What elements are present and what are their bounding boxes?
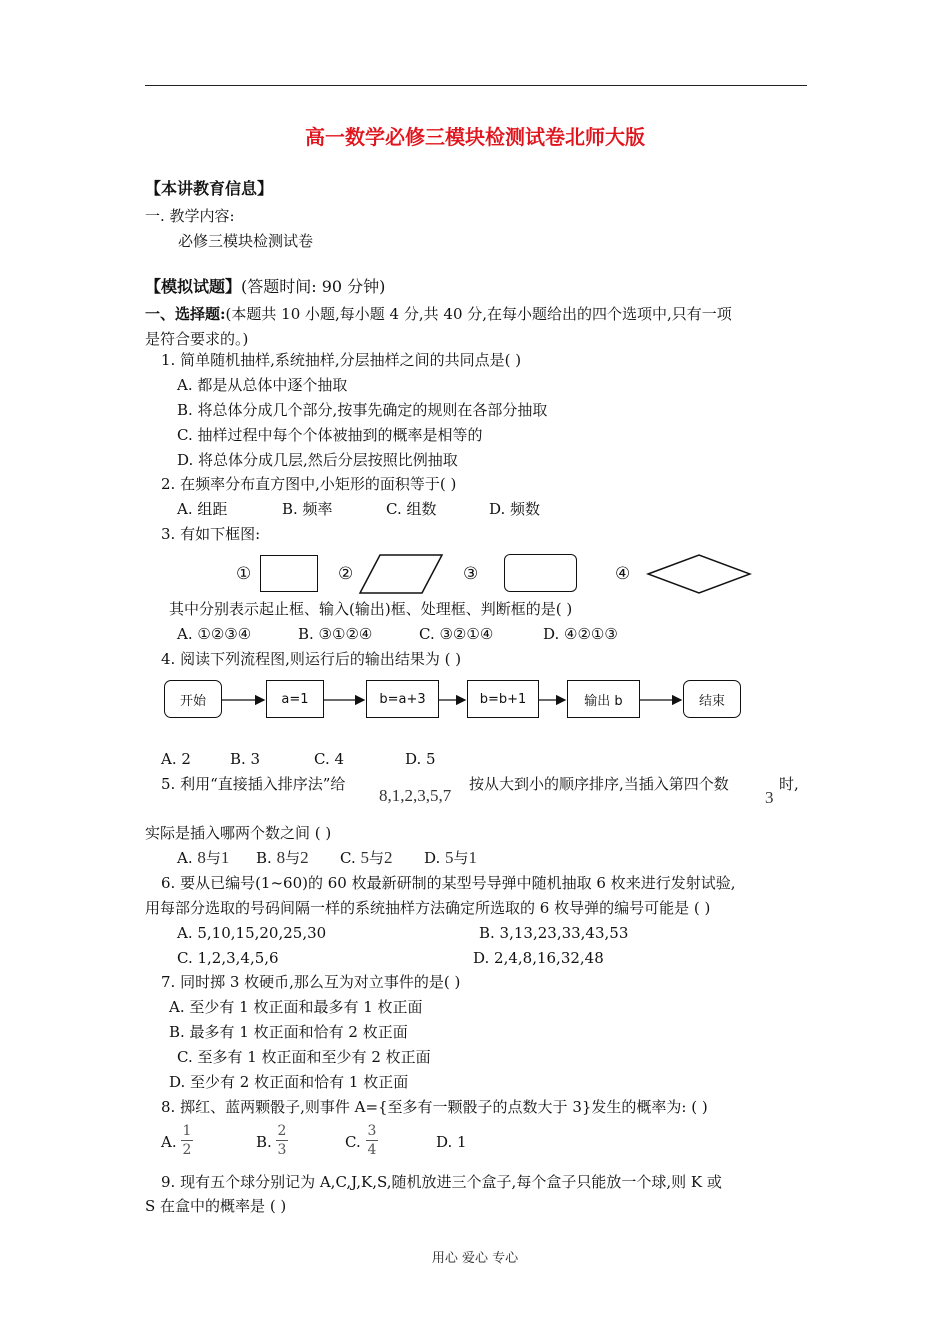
q5-c-mid: 与 xyxy=(368,849,384,867)
q8-c-fraction xyxy=(366,1123,378,1158)
q1-option-b: B. 将总体分成几个部分,按事先确定的规则在各部分抽取 xyxy=(177,401,548,419)
q5-option-b xyxy=(256,848,309,868)
q1-option-d: D. 将总体分成几层,然后分层按照比例抽取 xyxy=(177,451,458,469)
mock-header-line xyxy=(145,277,385,297)
q2-option-c: C. 组数 xyxy=(386,500,437,518)
q5-option-c xyxy=(340,848,393,868)
info-header: 【本讲教育信息】 xyxy=(145,179,274,198)
q7-stem: 7. 同时掷 3 枚硬币,那么互为对立事件的是( ) xyxy=(161,973,461,991)
q3-option-d: D. ④②①③ xyxy=(543,625,618,643)
q8-option-d: D. 1 xyxy=(436,1133,467,1151)
q6-option-b: B. 3,13,23,33,43,53 xyxy=(479,924,629,942)
q8-c-label: C. xyxy=(345,1133,361,1151)
q3-label-1: ① xyxy=(236,564,252,584)
q5-c-x: 5 xyxy=(360,848,369,867)
q5-stem-post: 时, xyxy=(779,775,799,793)
q5-line2: 实际是插入哪两个数之间 ( ) xyxy=(145,824,332,842)
q5-c-label: C. xyxy=(340,849,361,867)
q4-option-d: D. 5 xyxy=(405,750,436,768)
q2-option-b: B. 频率 xyxy=(282,500,333,518)
q7-option-a: A. 至少有 1 枚正面和最多有 1 枚正面 xyxy=(169,998,423,1016)
q6-line2: 用每部分选取的号码间隔一样的系统抽样方法确定所选取的 6 枚导弹的编号可能是 ( ) xyxy=(145,899,711,917)
q8-a-label: A. xyxy=(161,1133,177,1151)
flow-step-b: b=a+3 xyxy=(366,680,439,718)
q1-option-c: C. 抽样过程中每个个体被抽到的概率是相等的 xyxy=(177,426,483,444)
q5-stem-mid: 按从大到小的顺序排序,当插入第四个数 xyxy=(469,775,729,793)
q8-a-denominator: 2 xyxy=(182,1142,192,1158)
content-label: 一. 教学内容: xyxy=(145,207,235,225)
terminal-box-shape xyxy=(260,555,318,592)
q5-b-mid: 与 xyxy=(285,849,301,867)
q5-d-x: 5 xyxy=(445,848,454,867)
mock-header: 【模拟试题】 xyxy=(145,277,242,296)
section1-line1 xyxy=(145,304,732,324)
q3-question: 其中分别表示起止框、输入(输出)框、处理框、判断框的是( ) xyxy=(169,600,573,618)
q2-option-a: A. 组距 xyxy=(177,500,228,518)
q5-b-y: 2 xyxy=(300,848,309,867)
q9-line1: 9. 现有五个球分别记为 A,C,J,K,S,随机放进三个盒子,每个盒子只能放一个球,则 K 或 xyxy=(161,1173,722,1191)
q8-a-numerator: 1 xyxy=(182,1123,192,1139)
q6-line1: 6. 要从已编号(1~60)的 60 枚最新研制的某型号导弹中随机抽取 6 枚来进行发射试验, xyxy=(161,874,736,892)
content-text: 必修三模块检测试卷 xyxy=(178,232,314,250)
q8-a-fraction xyxy=(181,1123,193,1158)
q3-label-2: ② xyxy=(338,564,354,584)
q5-c-y: 2 xyxy=(384,848,393,867)
q8-b-numerator: 2 xyxy=(277,1123,287,1139)
q3-stem: 3. 有如下框图: xyxy=(161,525,261,543)
q9-line2: S 在盒中的概率是 ( ) xyxy=(145,1197,287,1215)
parallelogram-shape xyxy=(358,553,444,595)
q4-stem: 4. 阅读下列流程图,则运行后的输出结果为 ( ) xyxy=(161,650,462,668)
section1-desc-line2: 是符合要求的。) xyxy=(145,330,249,348)
section1-desc: (本题共 10 小题,每小题 4 分,共 40 分,在每小题给出的四个选项中,只有一项 xyxy=(225,305,732,323)
q2-stem: 2. 在频率分布直方图中,小矩形的面积等于( ) xyxy=(161,475,457,493)
q6-option-d: D. 2,4,8,16,32,48 xyxy=(473,949,604,967)
flow-start: 开始 xyxy=(164,680,222,718)
q7-option-b: B. 最多有 1 枚正面和恰有 2 枚正面 xyxy=(169,1023,408,1041)
header-rule xyxy=(145,85,807,86)
q5-b-label: B. xyxy=(256,849,277,867)
q8-b-denominator: 3 xyxy=(277,1142,287,1158)
q5-a-label: A. xyxy=(177,849,198,867)
q7-option-c: C. 至多有 1 枚正面和至少有 2 枚正面 xyxy=(177,1048,431,1066)
flow-step-c: b=b+1 xyxy=(467,680,539,718)
q4-option-c: C. 4 xyxy=(314,750,345,768)
q3-option-a: A. ①②③④ xyxy=(177,625,252,643)
rounded-box-shape xyxy=(504,554,577,592)
q8-b-fraction xyxy=(276,1123,288,1158)
q7-option-d: D. 至少有 2 枚正面和恰有 1 枚正面 xyxy=(169,1073,409,1091)
q5-d-mid: 与 xyxy=(453,849,469,867)
q8-stem: 8. 掷红、蓝两颗骰子,则事件 A={至多有一颗骰子的点数大于 3}发生的概率为: ( ) xyxy=(161,1098,708,1116)
mock-time: (答题时间: 90 分钟) xyxy=(241,277,386,296)
flow-end: 结束 xyxy=(683,680,741,718)
diamond-shape xyxy=(646,553,752,595)
q5-option-d xyxy=(424,848,477,868)
q5-option-a xyxy=(177,848,229,868)
q8-c-denominator: 4 xyxy=(367,1142,377,1158)
q5-d-y: 1 xyxy=(468,848,478,867)
q6-option-c: C. 1,2,3,4,5,6 xyxy=(177,949,279,967)
page-title: 高一数学必修三模块检测试卷北师大版 xyxy=(305,125,645,149)
q1-stem: 1. 简单随机抽样,系统抽样,分层抽样之间的共同点是( ) xyxy=(161,351,522,369)
q4-option-a: A. 2 xyxy=(161,750,191,768)
q5-sequence: 8,1,2,3,5,7 xyxy=(379,786,452,805)
q2-option-d: D. 频数 xyxy=(489,500,541,518)
q8-b-label: B. xyxy=(256,1133,272,1151)
section1-label: 一、选择题: xyxy=(145,305,226,323)
q6-option-a: A. 5,10,15,20,25,30 xyxy=(177,924,327,942)
q3-option-c: C. ③②①④ xyxy=(419,625,494,643)
q5-stem-pre: 5. 利用“直接插入排序法”给 xyxy=(161,775,346,793)
flow-arrows xyxy=(220,690,690,710)
q5-number: 3 xyxy=(765,788,774,807)
q4-option-b: B. 3 xyxy=(230,750,261,768)
q1-option-a: A. 都是从总体中逐个抽取 xyxy=(177,376,348,394)
q3-option-b: B. ③①②④ xyxy=(298,625,373,643)
q5-a-y: 1 xyxy=(220,848,230,867)
q5-b-x: 8 xyxy=(276,848,286,867)
flow-output: 输出 b xyxy=(567,680,640,718)
q3-label-3: ③ xyxy=(463,564,479,584)
flow-step-a: a=1 xyxy=(266,680,324,718)
q5-a-x: 8 xyxy=(197,848,206,867)
q8-c-numerator: 3 xyxy=(367,1123,377,1139)
q5-a-mid: 与 xyxy=(205,849,221,867)
q3-label-4: ④ xyxy=(615,564,631,584)
q5-d-label: D. xyxy=(424,849,446,867)
page-footer: 用心 爱心 专心 xyxy=(431,1251,519,1266)
